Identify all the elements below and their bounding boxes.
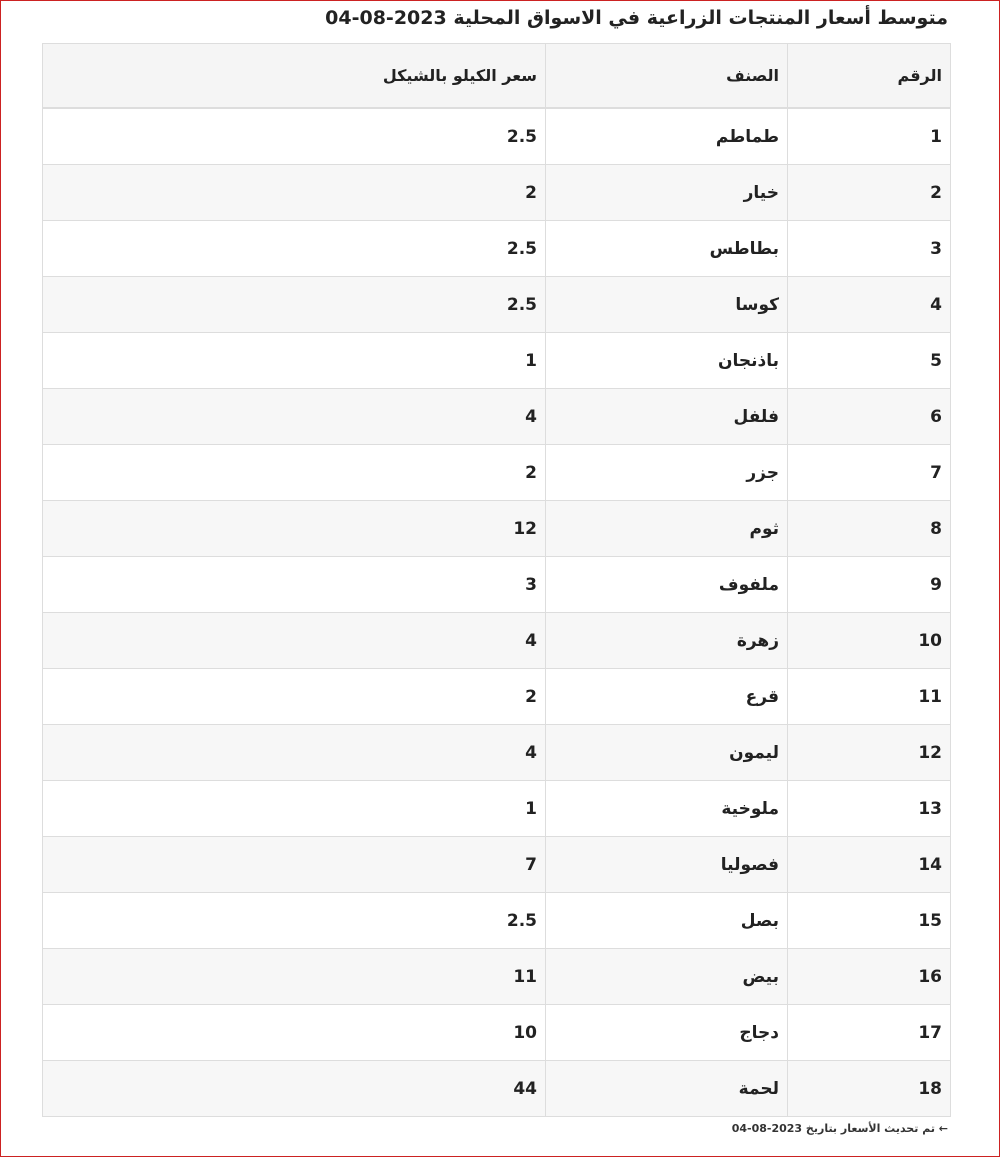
table-row (43, 445, 951, 501)
cell-item: لحمة (546, 1061, 788, 1117)
table-row (43, 501, 951, 557)
cell-item: بصل (546, 893, 788, 949)
header-price: سعر الكيلو بالشيكل (43, 44, 546, 109)
cell-item: ملوخية (546, 781, 788, 837)
header-item: الصنف (546, 44, 788, 109)
table-row (43, 333, 951, 389)
cell-number: 5 (788, 333, 951, 389)
table-body (43, 108, 951, 1117)
header-number: الرقم (788, 44, 951, 109)
cell-price: 2.5 (43, 108, 546, 165)
cell-number: 2 (788, 165, 951, 221)
cell-item: باذنجان (546, 333, 788, 389)
cell-price: 2 (43, 445, 546, 501)
cell-price: 2 (43, 165, 546, 221)
cell-item: ملفوف (546, 557, 788, 613)
cell-number: 7 (788, 445, 951, 501)
cell-number: 12 (788, 725, 951, 781)
cell-item: خيار (546, 165, 788, 221)
cell-price: 11 (43, 949, 546, 1005)
cell-price: 2.5 (43, 221, 546, 277)
cell-number: 4 (788, 277, 951, 333)
table-row (43, 108, 951, 165)
cell-number: 8 (788, 501, 951, 557)
cell-price: 2.5 (43, 893, 546, 949)
cell-number: 17 (788, 1005, 951, 1061)
cell-item: جزر (546, 445, 788, 501)
cell-item: ثوم (546, 501, 788, 557)
cell-item: بيض (546, 949, 788, 1005)
cell-number: 16 (788, 949, 951, 1005)
cell-number: 10 (788, 613, 951, 669)
table-row (43, 389, 951, 445)
table-row (43, 165, 951, 221)
page-title: متوسط أسعار المنتجات الزراعية في الاسواق المحلية 2023-08-04 (325, 7, 948, 29)
cell-item: فصوليا (546, 837, 788, 893)
cell-number: 15 (788, 893, 951, 949)
cell-number: 9 (788, 557, 951, 613)
table-row (43, 669, 951, 725)
cell-number: 13 (788, 781, 951, 837)
table-header-row (43, 44, 951, 109)
cell-price: 12 (43, 501, 546, 557)
table-row (43, 557, 951, 613)
cell-price: 2.5 (43, 277, 546, 333)
cell-number: 14 (788, 837, 951, 893)
cell-price: 1 (43, 781, 546, 837)
table-row (43, 221, 951, 277)
cell-item: بطاطس (546, 221, 788, 277)
cell-number: 11 (788, 669, 951, 725)
cell-item: دجاج (546, 1005, 788, 1061)
cell-price: 44 (43, 1061, 546, 1117)
cell-item: ليمون (546, 725, 788, 781)
update-note: ← تم تحديث الأسعار بتاريخ 2023-08-04 (731, 1122, 948, 1135)
cell-number: 1 (788, 108, 951, 165)
table-header (43, 44, 951, 109)
cell-price: 4 (43, 725, 546, 781)
cell-price: 1 (43, 333, 546, 389)
table-row (43, 725, 951, 781)
cell-number: 3 (788, 221, 951, 277)
cell-item: كوسا (546, 277, 788, 333)
prices-table (42, 43, 951, 1117)
cell-item: زهرة (546, 613, 788, 669)
table-row (43, 613, 951, 669)
cell-price: 4 (43, 613, 546, 669)
table-row (43, 1005, 951, 1061)
table-row (43, 837, 951, 893)
table-row (43, 781, 951, 837)
cell-item: طماطم (546, 108, 788, 165)
cell-price: 4 (43, 389, 546, 445)
table-row (43, 1061, 951, 1117)
cell-price: 7 (43, 837, 546, 893)
cell-item: فلفل (546, 389, 788, 445)
cell-number: 18 (788, 1061, 951, 1117)
table-row (43, 893, 951, 949)
table-row (43, 277, 951, 333)
cell-price: 3 (43, 557, 546, 613)
cell-price: 10 (43, 1005, 546, 1061)
table-row (43, 949, 951, 1005)
cell-price: 2 (43, 669, 546, 725)
cell-number: 6 (788, 389, 951, 445)
cell-item: قرع (546, 669, 788, 725)
